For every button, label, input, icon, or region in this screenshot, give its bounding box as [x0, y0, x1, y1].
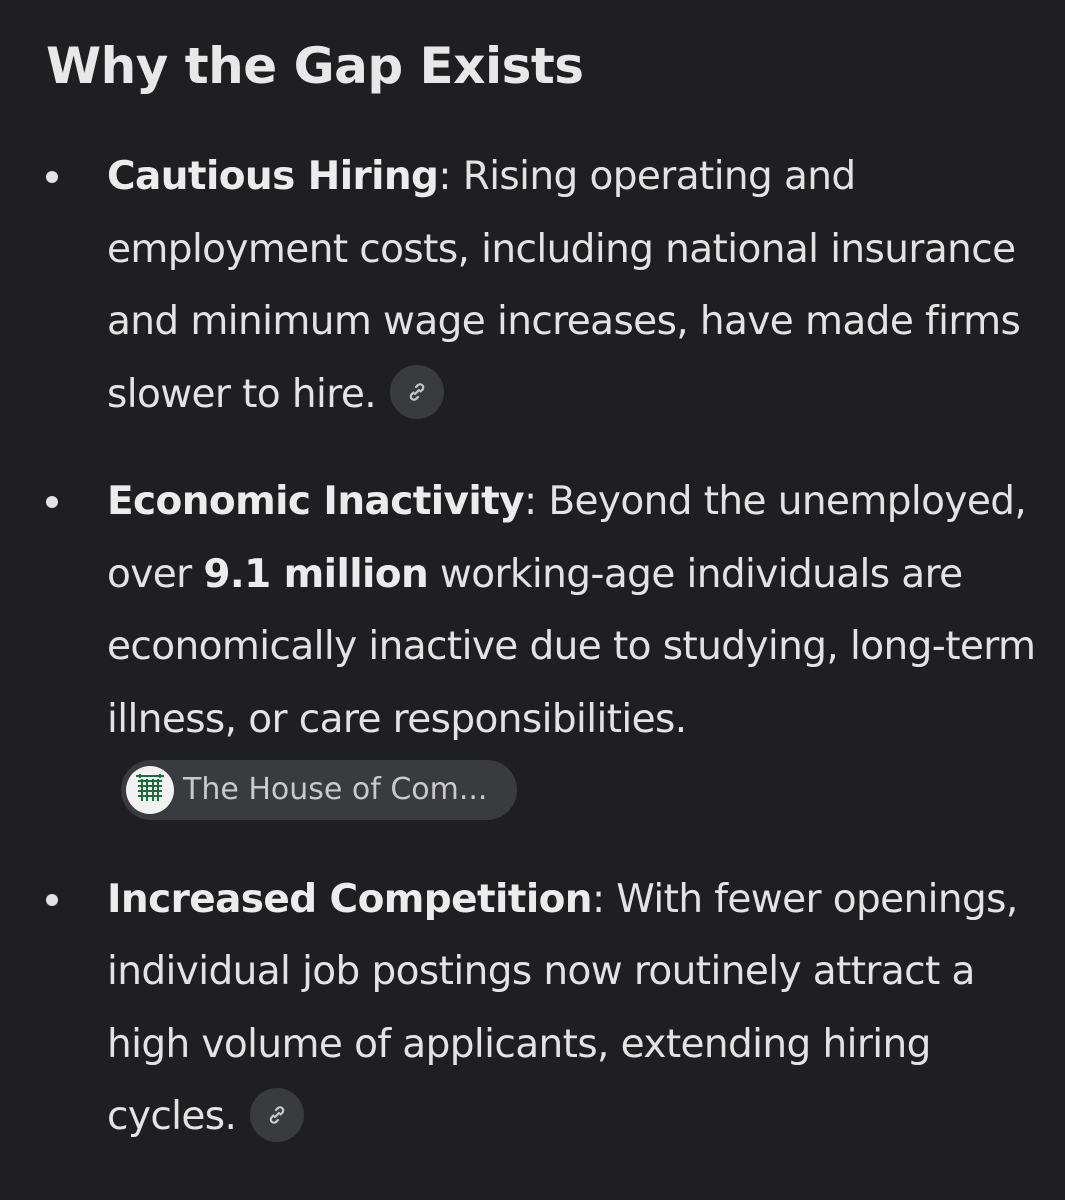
- citation-link-button[interactable]: [250, 1088, 304, 1142]
- reasons-list: [0, 141, 1065, 1154]
- item-emphasis: 9.1 million: [203, 551, 429, 597]
- link-icon: [265, 1103, 289, 1127]
- list-item-economic-inactivity: [0, 466, 1065, 829]
- bullet-dot: [46, 894, 58, 906]
- portcullis-icon: [126, 766, 174, 814]
- bullet-dot: [46, 171, 58, 183]
- list-item-increased-competition: [0, 864, 1065, 1154]
- section-heading: Why the Gap Exists: [46, 37, 584, 95]
- item-term: Economic Inactivity: [107, 479, 524, 524]
- item-text: : Rising operating and employment costs, including national insurance and minimum wage increases, have made firms slower to hire.: [107, 154, 1021, 417]
- item-text: : Beyond the unemployed, over: [107, 479, 1027, 597]
- list-item-cautious-hiring: [0, 141, 1065, 431]
- source-label: The House of Com...: [183, 771, 488, 807]
- item-term: Increased Competition: [107, 876, 592, 922]
- link-icon: [405, 380, 429, 404]
- item-text: working-age individuals are economically inactive due to studying, long-term illness, or care responsibilities.: [107, 551, 1036, 742]
- bullet-dot: [46, 496, 58, 508]
- citation-link-button[interactable]: [390, 365, 444, 419]
- source-chip-button[interactable]: [121, 760, 517, 820]
- item-term: Cautious Hiring: [107, 154, 439, 199]
- item-text: : With fewer openings, individual job postings now routinely attract a high volume of applicants, extending hiring cycles.: [107, 876, 1018, 1139]
